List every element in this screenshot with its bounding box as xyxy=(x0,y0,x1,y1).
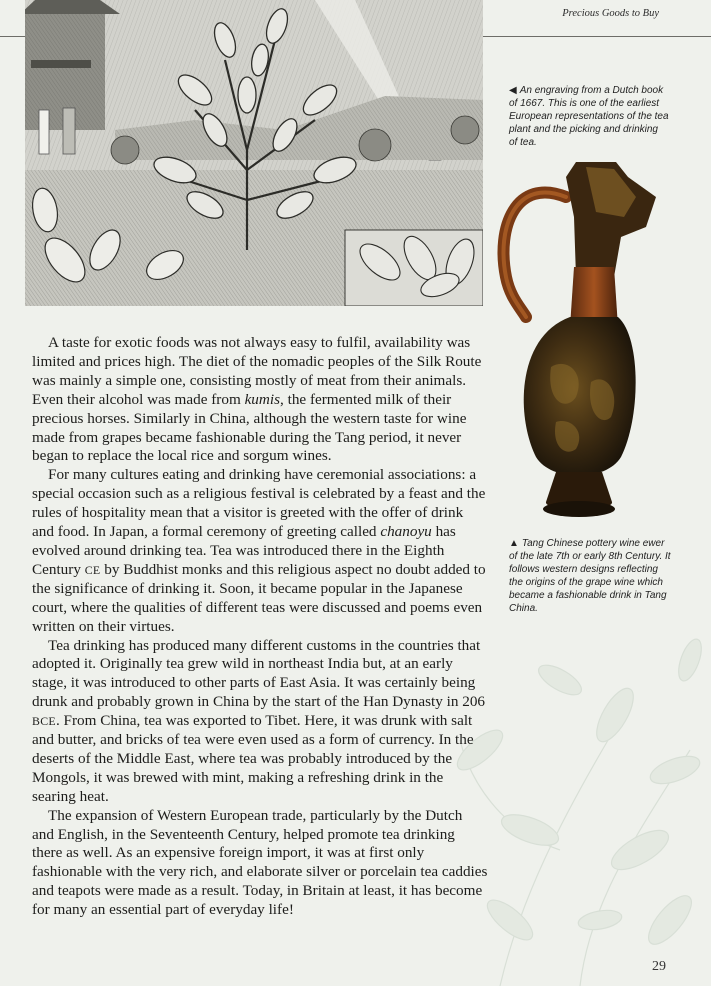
p1-text-a: A taste for exotic foods was not always easy to fulfil, availability was limited and prices high. The diet of the nomadic peoples of the Silk Route was mainly a simple one, consisting mostly of meat from their animals. Even their alcohol was made from xyxy=(32,334,482,408)
p3-text-c: . From China, tea was exported to Tibet. Here, it was drunk with salt and butter, and bricks of tea were even used as a form of currency. In the deserts of the Middle East, where tea was probably introduced by the Mongols, it was brewed with mint, making a refreshing drink in the searing heat. xyxy=(32,712,474,805)
paragraph-1 xyxy=(32,334,488,466)
left-triangle-icon: ◀ xyxy=(509,85,517,96)
p2-text-e: by Buddhist monks and this religious aspect no doubt added to the significance of drinking it. Soon, it became popular in the Japanese court, where the qualities of different teas were discussed and poems even written on their virtues. xyxy=(32,560,486,635)
ewer-caption xyxy=(509,537,674,615)
p3-text-a: Tea drinking has produced many different customs in the countries that adopted it. Originally tea grew wild in northeast India but, at an early stage, it was introduced to other parts of East Asia. It was certainly being drunk and probably grown in China by the start of the Han Dynasty in 206 xyxy=(32,636,486,711)
paragraph-3 xyxy=(32,637,488,807)
engraving-caption xyxy=(509,84,669,149)
ewer-caption-text: Tang Chinese pottery wine ewer of the late 7th or early 8th Century. It follows western designs reflecting the origins of the grape wine which became a fashionable drink in Tang China. xyxy=(509,538,671,614)
running-head: Precious Goods to Buy xyxy=(562,8,659,19)
p3-era-bce: BCE xyxy=(32,714,56,729)
p2-term-chanoyu: chanoyu xyxy=(380,523,432,541)
page-number: 29 xyxy=(652,959,666,974)
p1-text-c: , the fermented milk of their precious horses. Similarly in China, although the western taste for wine made from grapes became fashionable during the Tang period, it never began to replace the local rice and sorgum wines. xyxy=(32,390,467,465)
engraving-caption-text: An engraving from a Dutch book of 1667. This is one of the earliest European representations of the tea plant and the picking and drinking of tea. xyxy=(509,85,669,148)
p2-text-c: has evolved around drinking tea. Tea was introduced there in the Eighth Century xyxy=(32,523,456,578)
p1-term-kumis: kumis xyxy=(244,390,280,408)
paragraph-4 xyxy=(32,807,488,920)
tea-plant-engraving xyxy=(25,0,483,306)
article-body xyxy=(32,334,488,920)
p2-era-ce: CE xyxy=(84,562,101,577)
p4-text-a: The expansion of Western European trade, particularly by the Dutch and English, in the Seventeenth Century, helped promote tea drinking there as well. As an expensive foreign import, it was at first only fashionable with the very rich, and elaborate silver or porcelain tea caddies and teapots were made as a result. Today, in Britain at least, it has become for many an essential part of everyday life! xyxy=(32,806,488,919)
p2-text-a: For many cultures eating and drinking have ceremonial associations: a special occasion such as a religious festival is celebrated by a feast and the rules of hospitality mean that a visitor is greeted with the offer of drink and food. In Japan, a formal ceremony of greeting called xyxy=(32,466,486,541)
up-triangle-icon: ▲ xyxy=(509,538,519,549)
tang-pottery-ewer-photo xyxy=(496,157,664,522)
paragraph-2 xyxy=(32,466,488,636)
